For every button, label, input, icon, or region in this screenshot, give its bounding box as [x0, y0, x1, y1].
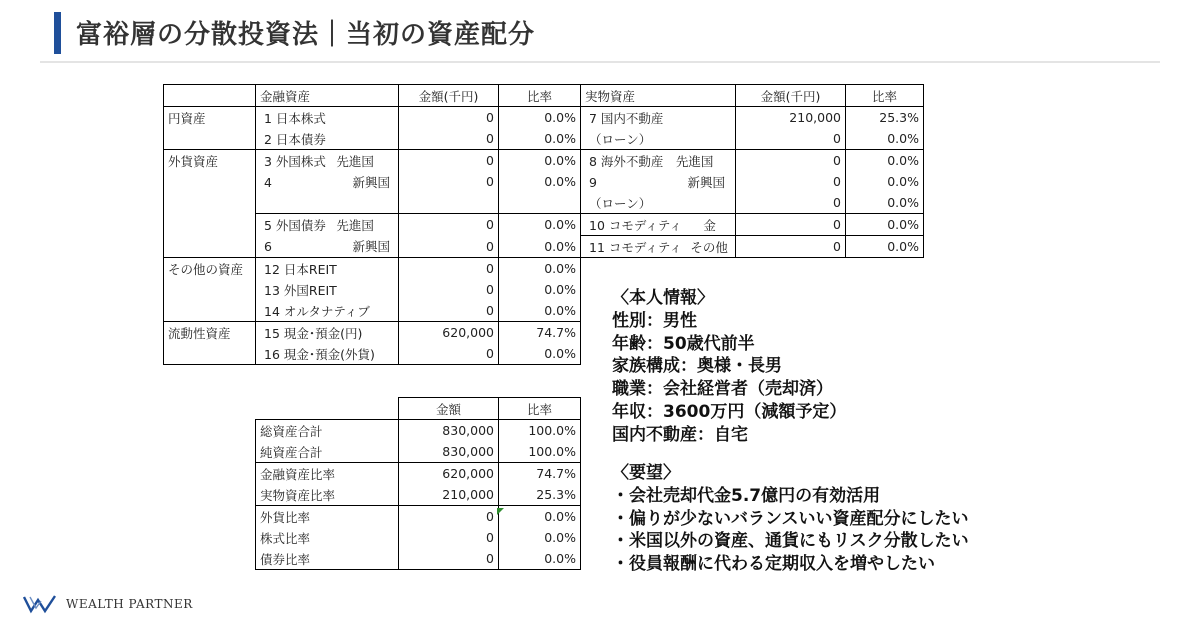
asset-ratio: 0.0% — [499, 150, 581, 172]
wish-line: ・偏りが少ないバランスいい資産配分にしたい — [612, 508, 969, 529]
summary-label: 株式比率 — [256, 527, 399, 548]
asset-name: 16 現金･預金(外貨) — [256, 343, 399, 365]
real-asset-name: （ローン） — [581, 128, 736, 150]
summary-amount: 620,000 — [399, 463, 499, 485]
summary-amount: 210,000 — [399, 484, 499, 506]
table-row — [164, 128, 924, 150]
asset-sub: 新興国 — [352, 239, 390, 255]
asset-amount: 0 — [399, 150, 499, 172]
header-financial: 金融資産 — [256, 85, 399, 107]
table-row — [256, 441, 581, 463]
profile-line: 職業：会社経営者（売却済） — [612, 379, 833, 400]
asset-amount: 620,000 — [399, 322, 499, 344]
header-amount: 金額(千円) — [399, 85, 499, 107]
category-yen: 円資産 — [164, 107, 256, 129]
summary-header-ratio: 比率 — [499, 398, 581, 420]
profile-line: 年齢：50歳代前半 — [612, 333, 755, 354]
asset-ratio: 0.0% — [499, 236, 581, 258]
page-title: 富裕層の分散投資法｜当初の資産配分 — [76, 20, 536, 50]
real-asset-sub: 金 — [703, 217, 716, 233]
asset-amount: 0 — [399, 300, 499, 322]
profile-heading: 〈本人情報〉 — [612, 288, 714, 308]
table-row — [164, 236, 924, 258]
header-amount-2: 金額(千円) — [736, 85, 846, 107]
asset-name: 1 日本株式 — [256, 107, 399, 129]
summary-label: 債券比率 — [256, 548, 399, 570]
profile-line: 性別：男性 — [612, 310, 697, 331]
title-divider — [40, 61, 1160, 63]
asset-name: 15 現金･預金(円) — [256, 322, 399, 344]
table-row — [256, 527, 581, 548]
asset-amount: 0 — [399, 343, 499, 365]
summary-label: 金融資産比率 — [256, 463, 399, 485]
table-header-row — [164, 85, 924, 107]
wp-logo-mark-icon — [22, 594, 60, 614]
summary-table — [255, 397, 581, 570]
profile-line: 家族構成：奥様・長男 — [612, 356, 782, 377]
asset-name: 4 — [264, 174, 272, 190]
cell-comment-marker-icon — [497, 508, 504, 515]
table-row — [164, 214, 924, 236]
real-asset-amount: 0 — [736, 171, 846, 192]
asset-name: 2 日本債券 — [256, 128, 399, 150]
asset-ratio: 0.0% — [499, 128, 581, 150]
asset-amount: 0 — [399, 128, 499, 150]
table-row — [256, 420, 581, 442]
summary-ratio: 0.0% — [499, 548, 581, 570]
table-row — [164, 150, 924, 172]
real-asset-ratio: 0.0% — [846, 150, 924, 172]
asset-ratio: 0.0% — [499, 279, 581, 300]
asset-ratio: 0.0% — [499, 300, 581, 322]
profile-line: 年収：3600万円（減額予定） — [612, 401, 847, 422]
wish-line: ・役員報酬に代わる定期収入を増やしたい — [612, 554, 935, 575]
table-header-row — [256, 398, 581, 420]
real-asset-name: 11 コモディティ — [589, 239, 682, 255]
asset-ratio: 0.0% — [499, 343, 581, 365]
asset-sub: 先進国 — [336, 153, 374, 169]
real-asset-sub: 新興国 — [687, 174, 725, 190]
asset-ratio: 74.7% — [499, 322, 581, 344]
asset-amount: 0 — [399, 214, 499, 236]
asset-amount: 0 — [399, 279, 499, 300]
asset-amount: 0 — [399, 107, 499, 129]
real-asset-amount: 0 — [736, 214, 846, 236]
table-row — [256, 548, 581, 570]
real-asset-ratio: 0.0% — [846, 192, 924, 214]
asset-amount: 0 — [399, 258, 499, 280]
real-asset-name: 7 国内不動産 — [581, 107, 736, 129]
real-asset-sub: その他 — [690, 239, 728, 255]
table-row — [256, 484, 581, 506]
real-asset-amount: 210,000 — [736, 107, 846, 129]
summary-label: 総資産合計 — [256, 420, 399, 442]
summary-label: 実物資産比率 — [256, 484, 399, 506]
wishes-section — [612, 462, 969, 576]
asset-amount: 0 — [399, 236, 499, 258]
summary-amount: 830,000 — [399, 420, 499, 442]
summary-ratio: 0.0% — [499, 506, 581, 528]
summary-amount: 0 — [399, 548, 499, 570]
real-asset-name: 8 海外不動産 — [589, 153, 664, 169]
brand-logo — [22, 594, 193, 614]
real-asset-name: 10 コモディティ — [589, 217, 682, 233]
real-asset-name: 9 — [589, 174, 597, 190]
asset-name: 13 外国REIT — [256, 279, 399, 300]
profile-line: 国内不動産：自宅 — [612, 424, 748, 445]
real-asset-sub: 先進国 — [675, 153, 714, 169]
real-asset-amount: 0 — [736, 192, 846, 214]
category-liquid: 流動性資産 — [164, 322, 256, 344]
category-other: その他の資産 — [164, 258, 256, 280]
brand-name: WEALTH PARTNER — [66, 597, 193, 611]
table-row — [256, 463, 581, 485]
real-asset-ratio: 0.0% — [846, 236, 924, 258]
asset-name: 3 外国株式 — [264, 153, 326, 169]
real-asset-ratio: 25.3% — [846, 107, 924, 129]
summary-amount: 830,000 — [399, 441, 499, 463]
asset-sub: 新興国 — [352, 174, 390, 190]
table-row — [164, 107, 924, 129]
summary-ratio: 25.3% — [499, 484, 581, 506]
summary-ratio: 100.0% — [499, 441, 581, 463]
summary-header-amount: 金額 — [399, 398, 499, 420]
real-asset-name: （ローン） — [581, 192, 736, 214]
asset-sub: 先進国 — [336, 217, 374, 233]
real-asset-amount: 0 — [736, 128, 846, 150]
header-ratio-2: 比率 — [846, 85, 924, 107]
asset-ratio: 0.0% — [499, 258, 581, 280]
summary-amount: 0 — [399, 527, 499, 548]
asset-name: 5 外国債券 — [264, 217, 326, 233]
summary-ratio: 74.7% — [499, 463, 581, 485]
asset-name: 12 日本REIT — [256, 258, 399, 280]
real-asset-amount: 0 — [736, 150, 846, 172]
summary-ratio: 100.0% — [499, 420, 581, 442]
summary-label: 純資産合計 — [256, 441, 399, 463]
real-asset-amount: 0 — [736, 236, 846, 258]
asset-name: 14 オルタナティブ — [256, 300, 399, 322]
wishes-heading: 〈要望〉 — [612, 463, 680, 483]
table-row — [164, 171, 924, 192]
summary-label: 外貨比率 — [256, 506, 399, 528]
summary-amount: 0 — [399, 506, 499, 528]
asset-ratio: 0.0% — [499, 171, 581, 192]
table-row — [164, 192, 924, 214]
table-row — [164, 258, 924, 280]
wish-line: ・米国以外の資産、通貨にもリスク分散したい — [612, 531, 969, 552]
header-real-assets: 実物資産 — [581, 85, 736, 107]
real-asset-ratio: 0.0% — [846, 214, 924, 236]
table-row — [256, 506, 581, 528]
asset-ratio: 0.0% — [499, 214, 581, 236]
real-asset-ratio: 0.0% — [846, 128, 924, 150]
asset-name: 6 — [264, 239, 272, 255]
profile-section — [612, 287, 846, 447]
wish-line: ・会社売却代金5.7億円の有効活用 — [612, 485, 881, 506]
real-asset-ratio: 0.0% — [846, 171, 924, 192]
asset-ratio: 0.0% — [499, 107, 581, 129]
category-foreign: 外貨資産 — [164, 150, 256, 172]
asset-amount: 0 — [399, 171, 499, 192]
title-accent-bar — [54, 12, 61, 54]
header-ratio: 比率 — [499, 85, 581, 107]
summary-ratio: 0.0% — [499, 527, 581, 548]
